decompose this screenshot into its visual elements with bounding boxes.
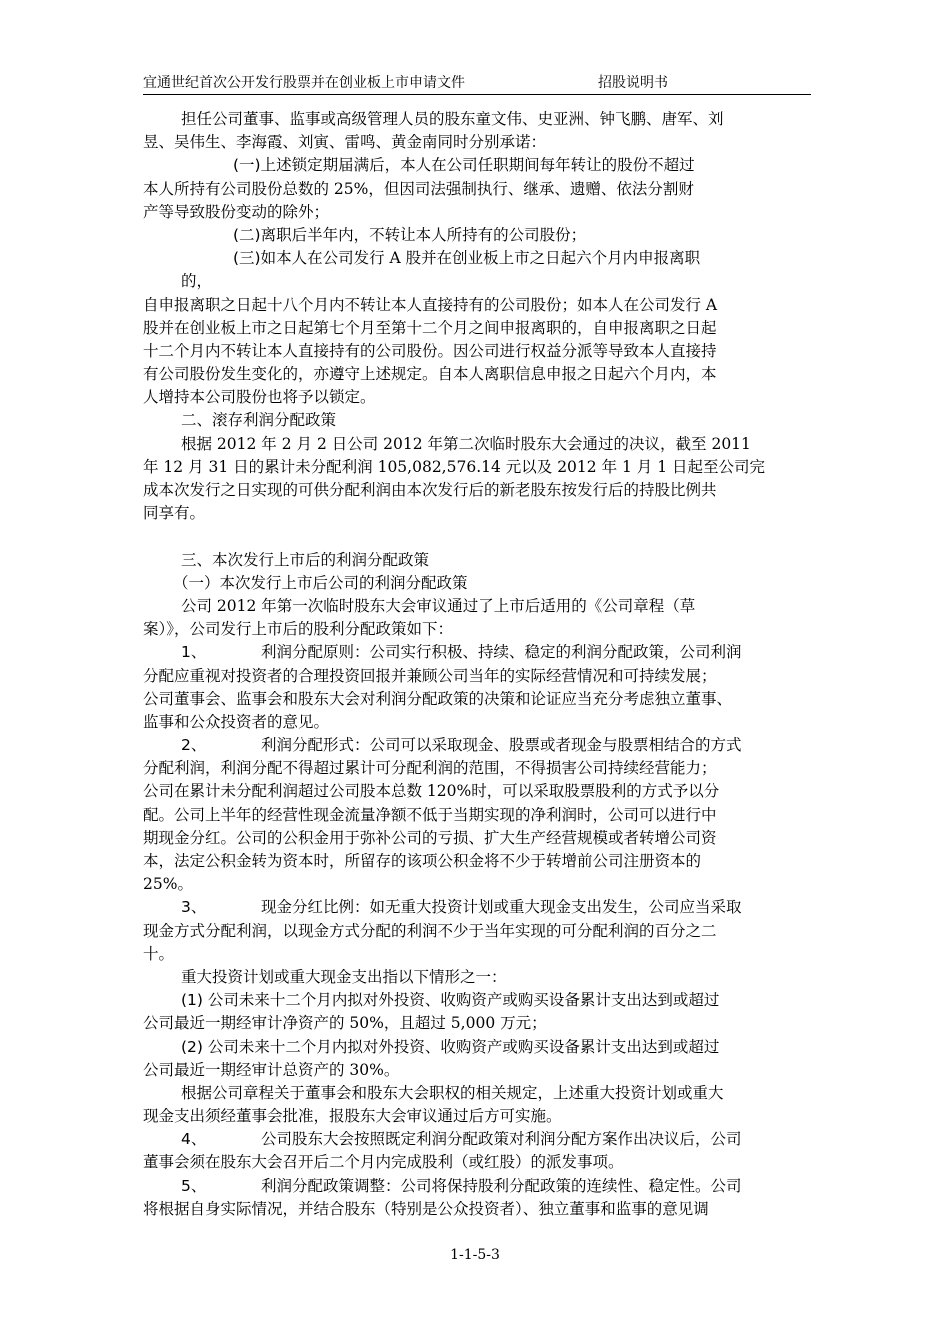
text-line: [143, 780, 855, 803]
text-line: [143, 409, 855, 432]
line-text: 的，: [181, 272, 213, 291]
text-line: [143, 1059, 855, 1082]
text-line: [143, 1082, 855, 1105]
line-text: 如本人在公司发行 A 股并在创业板上市之日起六个月内申报离职: [260, 249, 701, 268]
line-text: 公司 2012 年第一次临时股东大会审议通过了上市后适用的《公司章程（草: [181, 596, 696, 615]
line-text: 现金分红比例：如无重大投资计划或重大现金支出发生，公司应当采取: [261, 898, 742, 917]
text-line: [143, 1105, 855, 1128]
line-text: 三、本次发行上市后的利润分配政策: [181, 550, 430, 569]
line-text: 利润分配政策调整：公司将保持股利分配政策的连续性、稳定性。公司: [261, 1176, 742, 1195]
text-line: [143, 433, 855, 456]
line-text: 十二个月内不转让本人直接持有的公司股份。因公司进行权益分派等导致本人直接持: [143, 341, 717, 360]
document-title: 宜通世纪首次公开发行股票并在创业板上市申请文件: [143, 75, 465, 91]
line-text: 二、滚存利润分配政策: [181, 411, 337, 430]
line-text: 配。公司上半年的经营性现金流量净额不低于当期实现的净利润时，公司可以进行中: [143, 805, 717, 824]
text-line: [143, 827, 855, 850]
text-line: [143, 943, 855, 966]
item-number: 4、: [181, 1130, 207, 1149]
text-line: [143, 920, 855, 943]
line-text: 离职后半年内，不转让本人所持有的公司股份；: [260, 225, 587, 244]
text-line: [143, 1198, 855, 1221]
line-text: 期现金分红。公司的公积金用于弥补公司的亏损、扩大生产经营规模或者转增公司资: [143, 828, 717, 847]
line-text: （一）本次发行上市后公司的利润分配政策: [173, 573, 468, 592]
text-line: [143, 896, 855, 919]
line-text: 产等导致股份变动的除外；: [143, 202, 330, 221]
item-number: (1): [181, 991, 203, 1010]
text-line: [143, 201, 855, 224]
line-text: 年 12 月 31 日的累计未分配利润 105,082,576.14 元以及 2012 年 1 月 1 日起至公司完: [143, 457, 765, 476]
text-line: [143, 734, 855, 757]
item-number: 1、: [181, 643, 207, 662]
line-text: 利润分配原则：公司实行积极、持续、稳定的利润分配政策，公司利润: [261, 643, 742, 662]
item-number: (二): [233, 225, 261, 244]
line-text: 公司在累计未分配利润超过公司股本总数 120%时，可以采取股票股利的方式予以分: [143, 782, 720, 801]
line-text: 有公司股份发生变化的，亦遵守上述规定。自本人离职信息申报之日起六个月内，本: [143, 365, 717, 384]
item-number: (2): [181, 1037, 203, 1056]
text-line: [143, 131, 855, 154]
line-text: 现金方式分配利润，以现金方式分配的利润不少于当年实现的可分配利润的百分之二: [143, 921, 717, 940]
line-text: 自申报离职之日起十八个月内不转让本人直接持有的公司股份；如本人在公司发行 A: [143, 295, 718, 314]
text-line: [143, 270, 855, 293]
line-text: 根据公司章程关于董事会和股东大会职权的相关规定，上述重大投资计划或重大: [181, 1083, 724, 1102]
page-header: [143, 70, 811, 95]
line-text: 股并在创业板上市之日起第七个月至第十二个月之间申报离职的，自申报离职之日起: [143, 318, 717, 337]
text-line: [143, 873, 855, 896]
item-number: 2、: [181, 736, 207, 755]
text-line: [143, 1151, 855, 1174]
line-text: 十。: [143, 944, 175, 963]
text-line: [143, 804, 855, 827]
text-line: [143, 641, 855, 664]
text-line: [143, 154, 855, 177]
item-number: 5、: [181, 1176, 207, 1195]
line-text: 利润分配形式：公司可以采取现金、股票或者现金与股票相结合的方式: [261, 736, 742, 755]
text-line: [143, 688, 855, 711]
line-text: 昱、吴伟生、李海霞、刘寅、雷鸣、黄金南同时分别承诺：: [143, 133, 547, 152]
text-line: [143, 757, 855, 780]
line-text: 现金支出须经董事会批准，报股东大会审议通过后方可实施。: [143, 1107, 562, 1126]
text-line: [143, 618, 855, 641]
line-text: 公司未来十二个月内拟对外投资、收购资产或购买设备累计支出达到或超过: [202, 991, 720, 1010]
document-type: 招股说明书: [598, 75, 668, 91]
text-line: [143, 850, 855, 873]
line-text: 25%。: [143, 875, 193, 894]
line-text: 公司未来十二个月内拟对外投资、收购资产或购买设备累计支出达到或超过: [202, 1037, 720, 1056]
text-line: [143, 595, 855, 618]
line-text: 根据 2012 年 2 月 2 日公司 2012 年第二次临时股东大会通过的决议，截至 2011: [181, 434, 751, 453]
line-text: 董事会须在股东大会召开后二个月内完成股利（或红股）的派发事项。: [143, 1153, 624, 1172]
text-line: [143, 549, 855, 572]
text-line: [143, 1175, 855, 1198]
text-line: [143, 317, 855, 340]
line-text: 公司董事会、监事会和股东大会对利润分配政策的决策和论证应当充分考虑独立董事、: [143, 689, 733, 708]
text-line: [143, 502, 855, 525]
text-line: [143, 224, 855, 247]
text-line: [143, 1012, 855, 1035]
body-text: [143, 108, 855, 1221]
text-line: [143, 386, 855, 409]
line-text: 分配利润，利润分配不得超过累计可分配利润的范围，不得损害公司持续经营能力；: [143, 759, 717, 778]
text-line: [143, 294, 855, 317]
line-text: 上述锁定期届满后，本人在公司任职期间每年转让的股份不超过: [260, 156, 695, 175]
text-line: [143, 665, 855, 688]
line-text: 公司股东大会按照既定利润分配政策对利润分配方案作出决议后，公司: [261, 1130, 742, 1149]
line-text: 本人所持有公司股份总数的 25%，但因司法强制执行、继承、遗赠、依法分割财: [143, 179, 694, 198]
text-line: [143, 247, 855, 270]
text-line: [143, 1036, 855, 1059]
item-number: 3、: [181, 898, 207, 917]
line-text: 人增持本公司股份也将予以锁定。: [143, 388, 376, 407]
text-line: [143, 966, 855, 989]
item-number: (三): [233, 249, 261, 268]
line-text: 同享有。: [143, 504, 206, 523]
line-text: 重大投资计划或重大现金支出指以下情形之一：: [181, 967, 507, 986]
line-text: 担任公司董事、监事或高级管理人员的股东童文伟、史亚洲、钟飞鹏、唐军、刘: [181, 110, 724, 128]
line-text: 案）》，公司发行上市后的股利分配政策如下：: [143, 620, 454, 639]
text-line: [143, 989, 855, 1012]
page-number: 1-1-5-3: [450, 1247, 500, 1263]
text-line: [143, 572, 855, 595]
text-line: [143, 479, 855, 502]
line-text: 成本次发行之日实现的可供分配利润由本次发行后的新老股东按发行后的持股比例共: [143, 481, 717, 499]
text-line: [143, 178, 855, 201]
text-line: [143, 1128, 855, 1151]
line-text: 公司最近一期经审计净资产的 50%，且超过 5,000 万元；: [143, 1014, 547, 1033]
text-line: [143, 456, 855, 479]
line-text: 分配应重视对投资者的合理投资回报并兼顾公司当年的实际经营情况和可持续发展；: [143, 666, 717, 685]
text-line: [143, 363, 855, 386]
line-text: 公司最近一期经审计总资产的 30%。: [143, 1060, 400, 1079]
item-number: (一): [233, 156, 261, 175]
blank-line: [143, 525, 855, 548]
line-text: 监事和公众投资者的意见。: [143, 712, 330, 731]
line-text: 将根据自身实际情况，并结合股东（特别是公众投资者）、独立董事和监事的意见调: [143, 1199, 709, 1218]
line-text: 本，法定公积金转为资本时，所留存的该项公积金将不少于转增前公司注册资本的: [143, 852, 702, 870]
text-line: [143, 108, 855, 131]
text-line: [143, 711, 855, 734]
text-line: [143, 340, 855, 363]
